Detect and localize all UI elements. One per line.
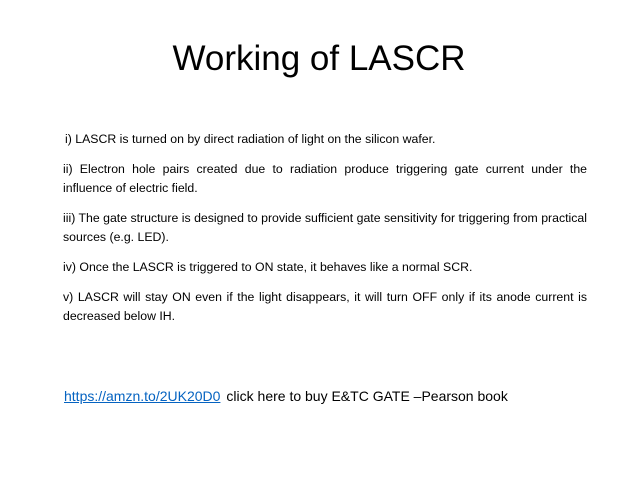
slide-title: Working of LASCR [172,39,466,78]
bullet-point-3: iii) The gate structure is designed to provide sufficient gate sensitivity for triggering from practical sources (e.g. LED). [63,211,587,244]
bullet-point-2: ii) Electron hole pairs created due to radiation produce triggering gate current under the influence of electric field. [63,162,587,195]
bullet-point-1: i) LASCR is turned on by direct radiation of light on the silicon wafer. [65,132,436,146]
book-link[interactable]: https://amzn.to/2UK20D0 [64,388,221,404]
buy-book-text: click here to buy E&TC GATE –Pearson book [226,388,508,404]
bullet-point-4: iv) Once the LASCR is triggered to ON state, it behaves like a normal SCR. [63,260,473,274]
bullet-point-5: v) LASCR will stay ON even if the light disappears, it will turn OFF only if its anode current is decreased below IH. [63,290,587,323]
bullet-list [63,130,587,337]
footer-line [64,386,508,406]
